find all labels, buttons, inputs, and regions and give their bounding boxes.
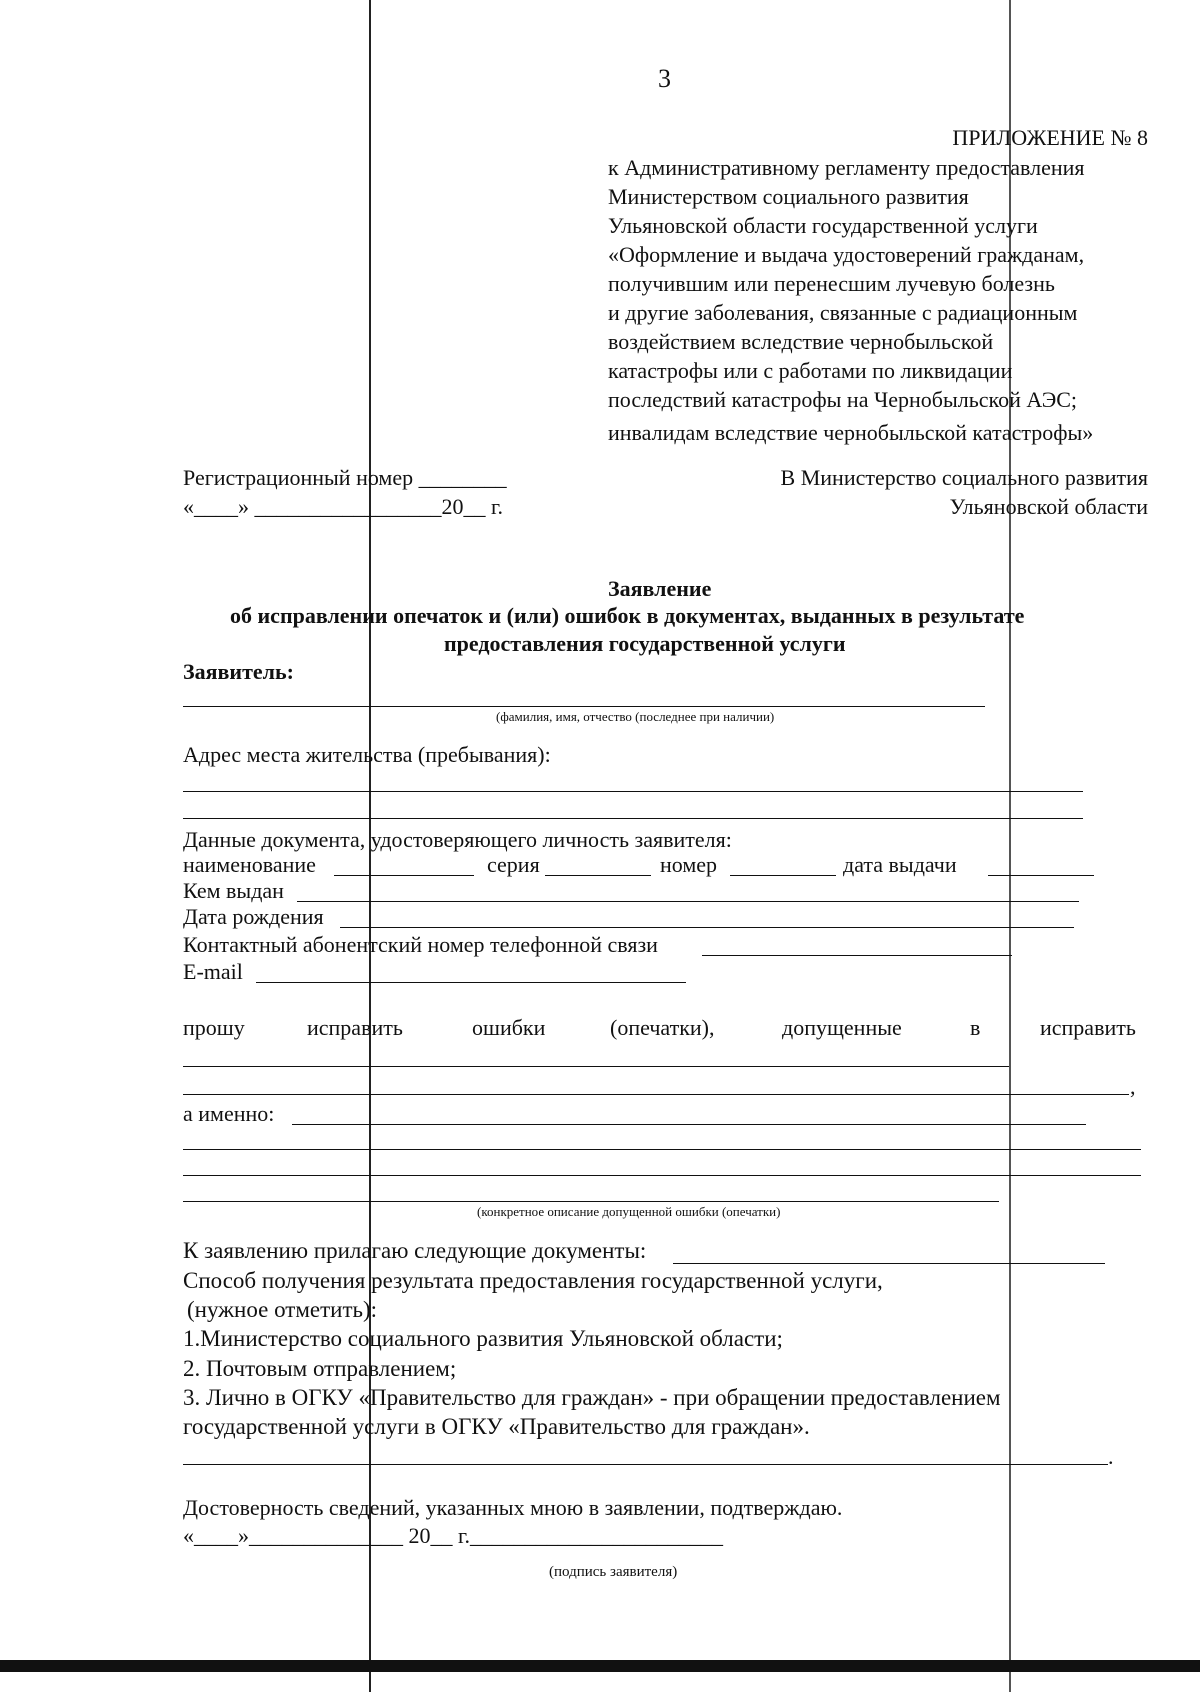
delivery-method-line1: Способ получения результата предоставления государственной услуги, — [183, 1268, 883, 1293]
error-field-1[interactable] — [183, 1149, 1141, 1150]
phone-field[interactable] — [702, 955, 1012, 956]
signature-caption: (подпись заявителя) — [549, 1564, 678, 1580]
request-word: допущенные — [782, 1015, 902, 1040]
confirmation-text: Достоверность сведений, указанных мною в заявлении, подтверждаю. — [183, 1495, 843, 1520]
request-word: прошу — [183, 1015, 245, 1040]
doc-series-field[interactable] — [545, 875, 651, 876]
applicant-label: Заявитель: — [183, 659, 294, 684]
address-field-1[interactable] — [183, 791, 1083, 792]
fio-caption: (фамилия, имя, отчество (последнее при наличии) — [496, 709, 775, 724]
document-subtitle-line1: об исправлении опечаток и (или) ошибок в документах, выданных в результате — [230, 603, 1025, 628]
appendix-line: «Оформление и выдача удостоверений гражданам, — [608, 242, 1085, 267]
error-caption: (конкретное описание допущенной ошибки (опечатки) — [477, 1204, 781, 1219]
addressee-line2: Ульяновской области — [949, 494, 1148, 519]
fio-field[interactable] — [183, 706, 985, 707]
email-label: E-mail — [183, 959, 243, 984]
document-subtitle-line2: предоставления государственной услуги — [444, 631, 846, 656]
attachments-field[interactable] — [673, 1263, 1105, 1264]
appendix-line: Ульяновской области государственной услуги — [608, 213, 1038, 238]
appendix-title: ПРИЛОЖЕНИЕ № 8 — [952, 125, 1148, 150]
request-word: ошибки — [472, 1015, 546, 1040]
delivery-extra-field[interactable] — [183, 1464, 1108, 1465]
phone-label: Контактный абонентский номер телефонной связи — [183, 932, 658, 957]
issued-by-label: Кем выдан — [183, 878, 284, 903]
namely-field[interactable] — [292, 1124, 1086, 1125]
page-number: 3 — [658, 64, 671, 93]
birth-date-label: Дата рождения — [183, 904, 324, 929]
request-word: в — [970, 1015, 981, 1040]
addressee-line1: В Министерство социального развития — [780, 465, 1148, 490]
appendix-line: последствий катастрофы на Чернобыльской АЭС; — [608, 387, 1078, 412]
request-field-2[interactable] — [183, 1094, 1129, 1095]
appendix-line: катастрофы или с работами по ликвидации — [608, 358, 1013, 383]
appendix-line: и другие заболевания, связанные с радиационным — [608, 300, 1078, 325]
birth-date-field[interactable] — [340, 927, 1074, 928]
doc-name-label: наименование — [183, 852, 316, 877]
delivery-method-line2: (нужное отметить): — [187, 1297, 378, 1322]
delivery-option-1[interactable]: 1.Министерство социального развития Ульяновской области; — [183, 1326, 783, 1351]
doc-series-label: серия — [487, 852, 540, 877]
issued-by-field[interactable] — [297, 901, 1079, 902]
appendix-line: к Административному регламенту предоставления — [608, 155, 1085, 180]
comma: , — [1130, 1074, 1136, 1099]
appendix-text — [608, 153, 1093, 447]
document-title: Заявление — [608, 576, 712, 601]
request-field-1[interactable] — [183, 1066, 1009, 1067]
confirmation-date-signature[interactable]: «____»______________ 20__ г._______________________ — [183, 1523, 724, 1548]
address-field-2[interactable] — [183, 818, 1083, 819]
doc-issue-date-field[interactable] — [988, 875, 1094, 876]
doc-name-field[interactable] — [334, 875, 474, 876]
id-document-label: Данные документа, удостоверяющего личность заявителя: — [183, 827, 732, 852]
request-word: исправить — [307, 1015, 403, 1040]
doc-number-label: номер — [660, 852, 718, 877]
delivery-option-3-cont: государственной услуги в ОГКУ «Правительство для граждан». — [183, 1414, 810, 1439]
request-word: (опечатки), — [610, 1015, 715, 1040]
namely-label: а именно: — [183, 1101, 275, 1126]
scan-bottom-bar — [0, 1660, 1200, 1672]
delivery-option-3[interactable]: 3. Лично в ОГКУ «Правительство для граждан» - при обращении предоставлением — [183, 1385, 1001, 1410]
appendix-line: инвалидам вследствие чернобыльской катастрофы» — [608, 420, 1094, 445]
request-word: исправить — [1040, 1015, 1136, 1040]
doc-number-field[interactable] — [730, 875, 836, 876]
address-label: Адрес места жительства (пребывания): — [183, 742, 551, 767]
email-field[interactable] — [256, 982, 686, 983]
error-field-2[interactable] — [183, 1175, 1141, 1176]
delivery-option-2[interactable]: 2. Почтовым отправлением; — [183, 1356, 457, 1381]
appendix-line: получившим или перенесшим лучевую болезнь — [608, 271, 1055, 296]
attachments-label: К заявлению прилагаю следующие документы: — [183, 1238, 647, 1263]
doc-issue-date-label: дата выдачи — [843, 852, 957, 877]
error-field-3[interactable] — [183, 1201, 999, 1202]
appendix-line: Министерством социального развития — [608, 184, 969, 209]
appendix-line: воздействием вследствие чернобыльской — [608, 329, 994, 354]
registration-date: «____» _________________20__ г. — [183, 494, 504, 519]
period: . — [1108, 1444, 1114, 1469]
registration-number: Регистрационный номер ________ — [183, 465, 507, 490]
